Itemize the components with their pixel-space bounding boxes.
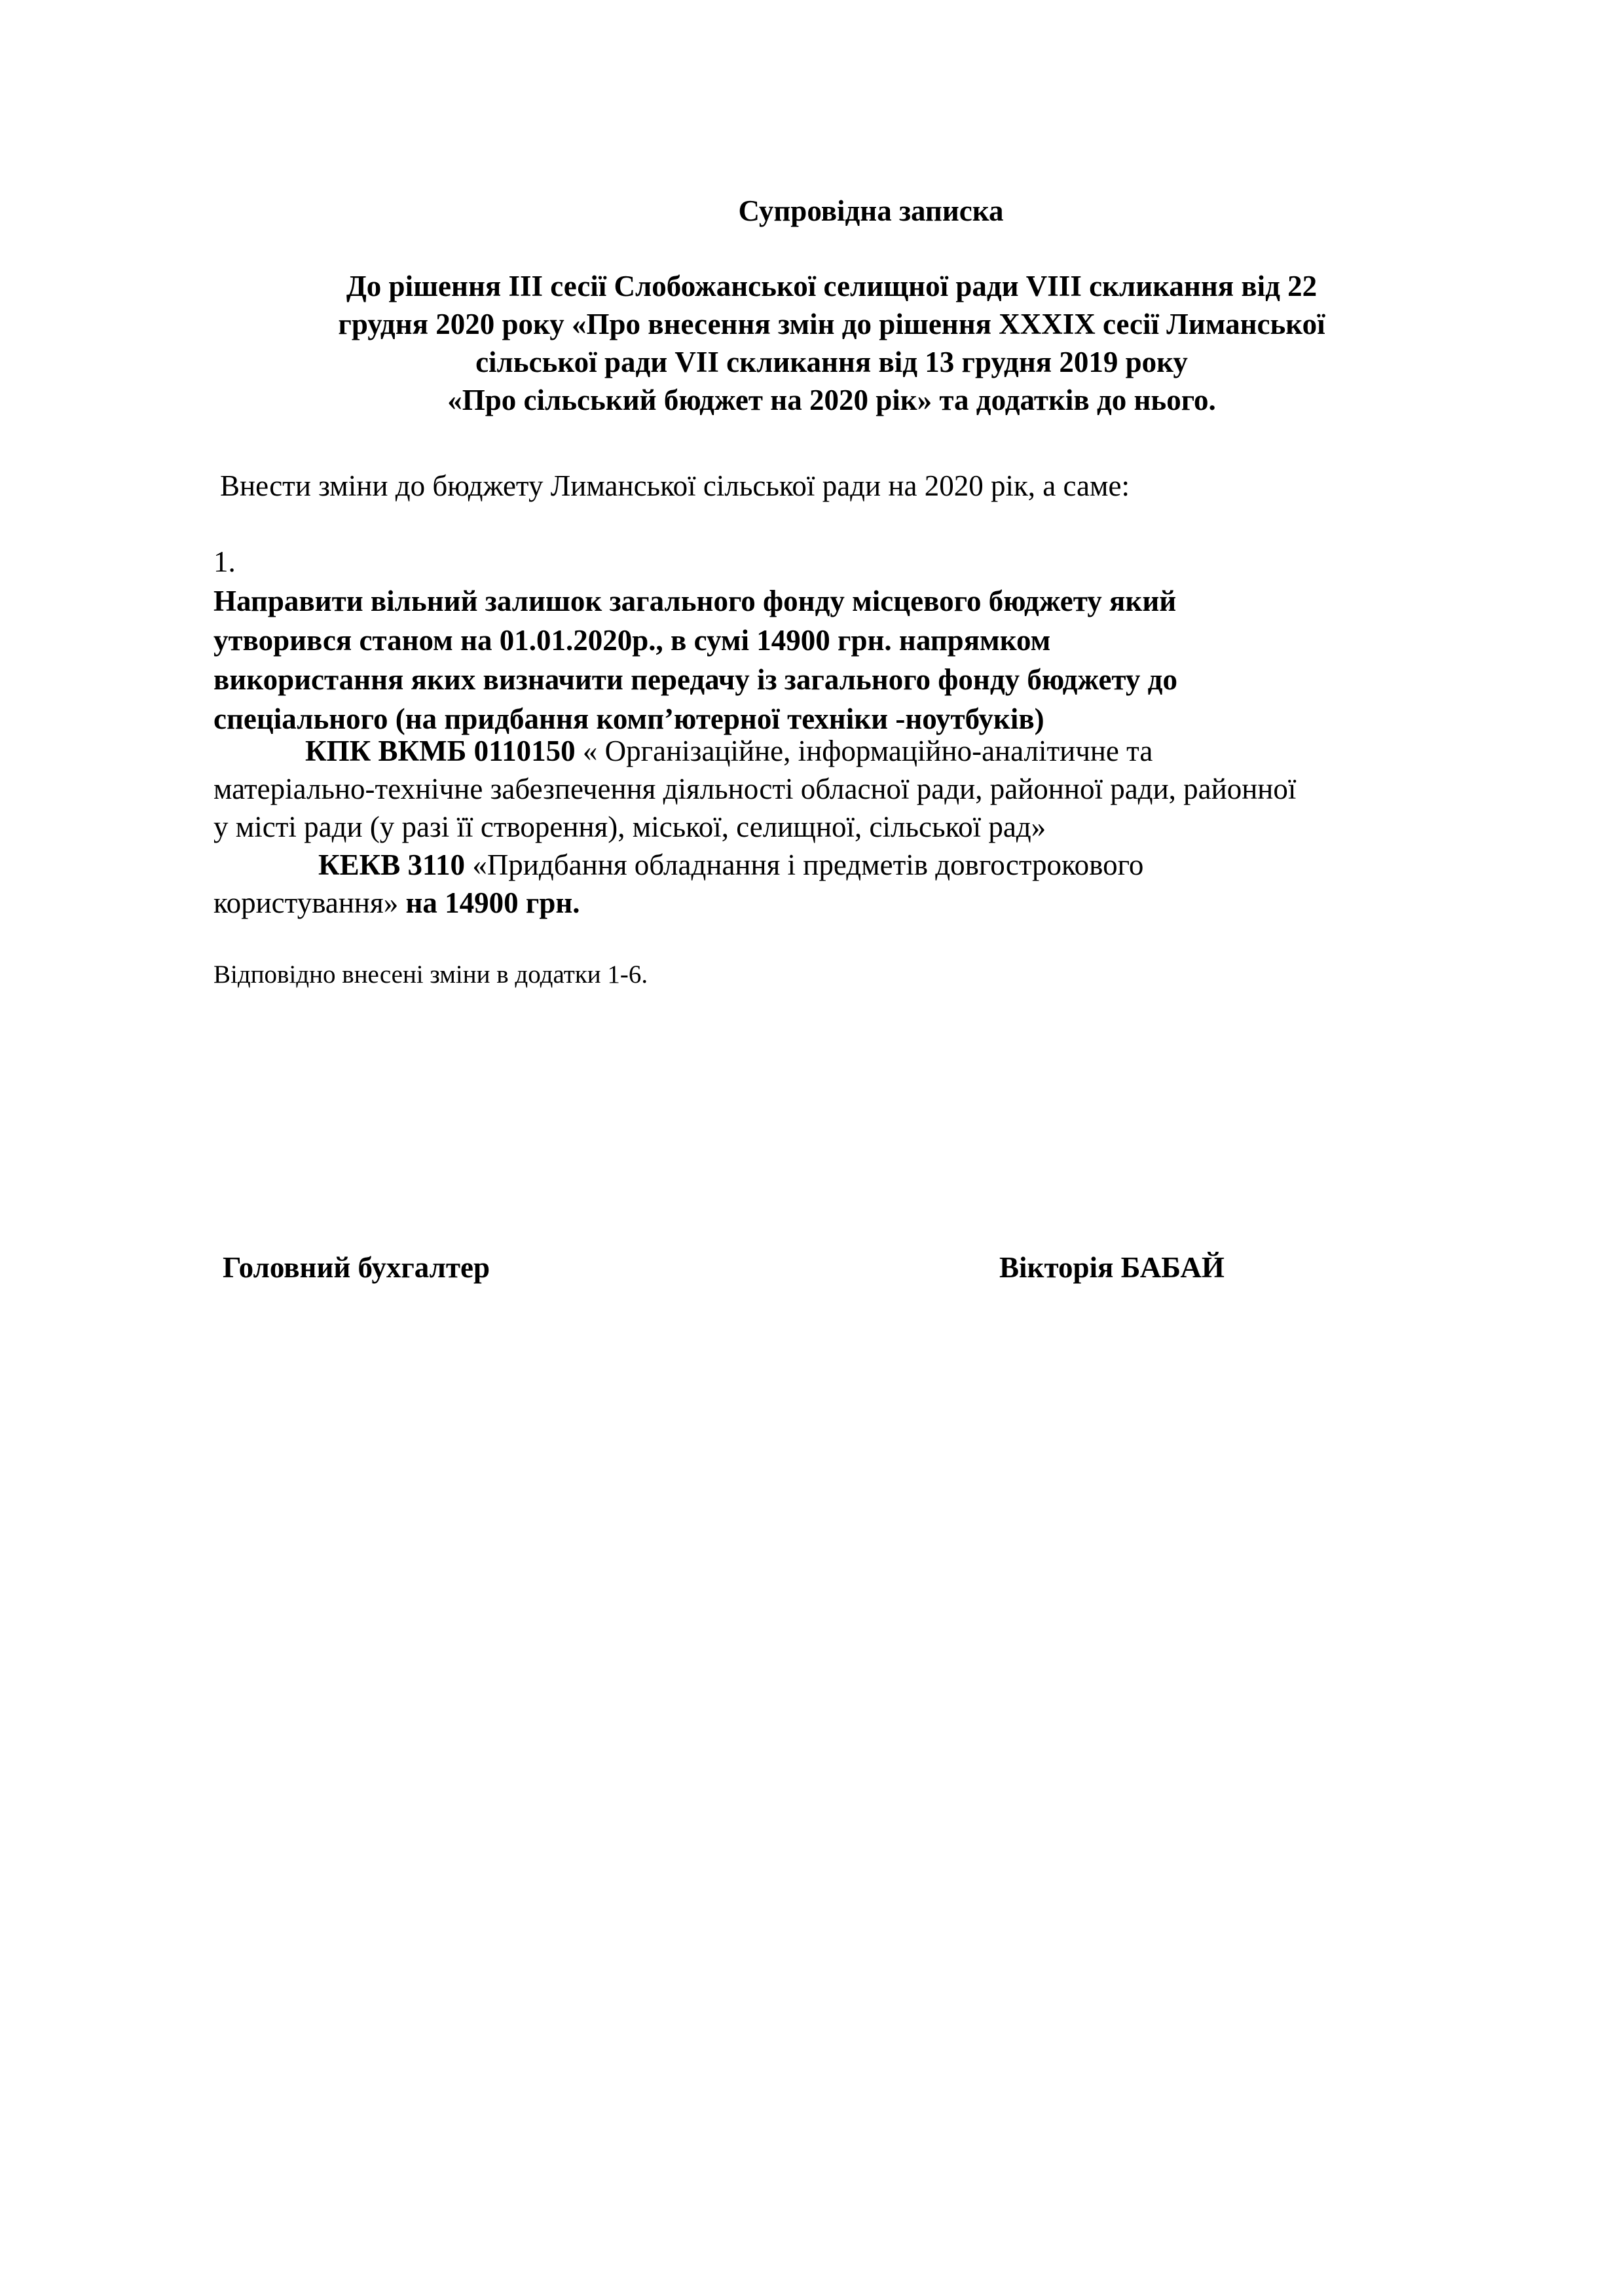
kpk-paragraph bbox=[213, 732, 1458, 922]
subject-line: грудня 2020 року «Про внесення змін до рішення XXXІX сесії Лиманської bbox=[338, 308, 1325, 340]
kpk-line: матеріально-технічне забезпечення діяльності обласної ради, районної ради, районної bbox=[213, 773, 1297, 805]
kekv-text: «Придбання обладнання і предметів довгострокового bbox=[465, 848, 1144, 881]
appendix-note: Відповідно внесені зміни в додатки 1-6. bbox=[213, 960, 648, 989]
kekv-line2-text: користування» bbox=[213, 886, 399, 919]
item-1-number: 1. bbox=[213, 545, 236, 578]
item-1-line: використання яких визначити передачу із загального фонду бюджету до bbox=[213, 663, 1177, 696]
item-1-first-line-text: Направити вільний залишок загального фонду місцевого бюджету який bbox=[213, 585, 1177, 617]
kekv-second-line bbox=[213, 884, 1458, 922]
subject-line: «Про сільський бюджет на 2020 рік» та додатків до нього. bbox=[447, 384, 1216, 416]
kpk-text: « Організаційне, інформаційно-аналітичне та bbox=[575, 735, 1153, 767]
document-title: Супровідна записка bbox=[738, 194, 1004, 227]
kpk-first-line bbox=[213, 732, 1458, 770]
kpk-line: у місті ради (у разі її створення), міської, селищної, сільської рад» bbox=[213, 811, 1046, 843]
subject-line: До рішення ІІІ сесії Слобожанської селищної ради VIII скликання від 22 bbox=[346, 270, 1318, 302]
item-1-paragraph bbox=[213, 542, 1458, 738]
item-1-first-line bbox=[213, 542, 1458, 621]
signature-name: Вікторія БАБАЙ bbox=[999, 1251, 1225, 1284]
kpk-code: КПК ВКМБ 0110150 bbox=[305, 735, 576, 767]
subject-line: сільської ради VІІ скликання від 13 грудня 2019 року bbox=[475, 346, 1188, 378]
kekv-amount: на 14900 грн. bbox=[398, 886, 580, 919]
intro-paragraph: Внести зміни до бюджету Лиманської сільської ради на 2020 рік, а саме: bbox=[220, 469, 1130, 502]
kekv-code: КЕКВ 3110 bbox=[318, 848, 466, 881]
signature-role: Головний бухгалтер bbox=[223, 1251, 490, 1284]
kekv-first-line bbox=[213, 846, 1458, 884]
document-subject bbox=[223, 267, 1441, 419]
item-1-line: утворився станом на 01.01.2020р., в сумі 14900 грн. напрямком bbox=[213, 624, 1051, 657]
item-1-line: спеціального (на придбання комп’ютерної техніки -ноутбуків) bbox=[213, 702, 1044, 735]
